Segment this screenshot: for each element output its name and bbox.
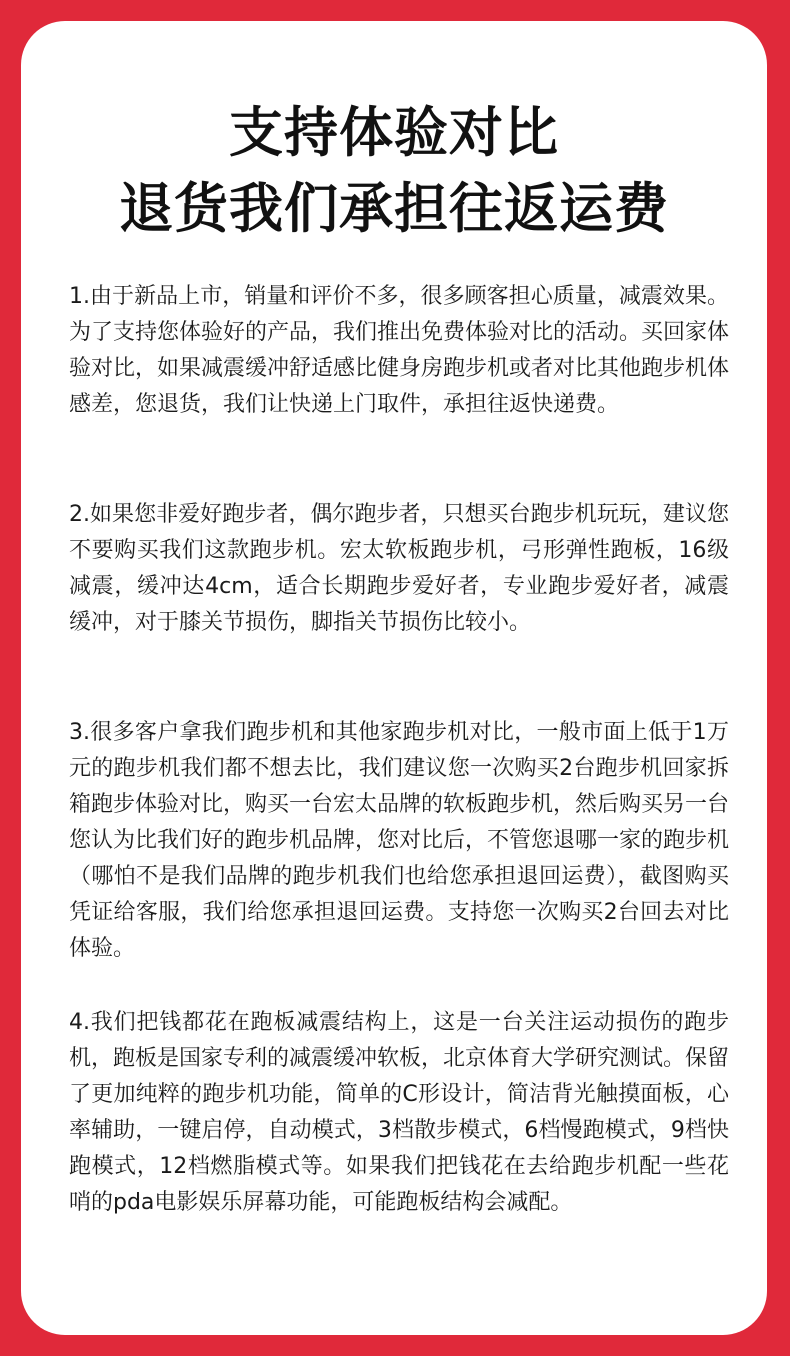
page-title-line-2: 退货我们承担往返运费 bbox=[119, 177, 669, 240]
paragraph-4: 4.我们把钱都花在跑板减震结构上，这是一台关注运动损伤的跑步机，跑板是国家专利的减震缓冲软板，北京体育大学研究测试。保留了更加纯粹的跑步机功能，简单的C形设计，简洁背光触摸面板，心率辅助，一键启停，自动模式，3档散步模式，6档慢跑模式，9档快跑模式，12档燃脂模式等。如果我们把钱花在去给跑步机配一些花哨的pda电影娱乐屏幕功能，可能跑板结构会减配。 bbox=[69, 1010, 730, 1215]
paragraph-3: 3.很多客户拿我们跑步机和其他家跑步机对比，一般市面上低于1万元的跑步机我们都不想去比，我们建议您一次购买2台跑步机回家拆箱跑步体验对比，购买一台宏太品牌的软板跑步机，然后购买另一台您认为比我们好的跑步机品牌，您对比后，不管您退哪一家的跑步机（哪怕不是我们品牌的跑步机我们也给您承担退回运费），截图购买凭证给客服，我们给您承担退回运费。支持您一次购买2台回去对比体验。 bbox=[69, 720, 730, 961]
paragraph-2: 2.如果您非爱好跑步者，偶尔跑步者，只想买台跑步机玩玩，建议您不要购买我们这款跑步机。宏太软板跑步机，弓形弹性跑板，16级减震，缓冲达4cm，适合长期跑步爱好者，专业跑步爱好者，减震缓冲，对于膝关节损伤，脚指关节损伤比较小。 bbox=[69, 502, 729, 635]
content-card bbox=[21, 21, 767, 1335]
paragraph-1: 1.由于新品上市，销量和评价不多，很多顾客担心质量，减震效果。为了支持您体验好的产品，我们推出免费体验对比的活动。买回家体验对比，如果减震缓冲舒适感比健身房跑步机或者对比其他跑步机体感差，您退货，我们让快递上门取件，承担往返快递费。 bbox=[69, 284, 730, 417]
page-title-line-1: 支持体验对比 bbox=[229, 101, 559, 164]
